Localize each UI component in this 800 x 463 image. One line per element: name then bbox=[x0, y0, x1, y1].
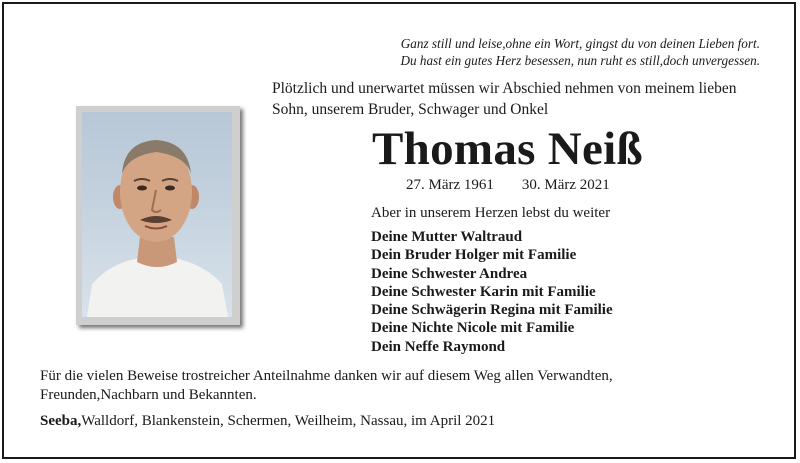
life-dates bbox=[406, 177, 610, 194]
intro-line-1: Plötzlich und unerwartet müssen wir Abschied nehmen von meinem lieben bbox=[272, 80, 737, 97]
intro-text bbox=[272, 78, 772, 120]
motto-verse bbox=[280, 35, 760, 69]
footer-locations: Walldorf, Blankenstein, Schermen, Weilheim, Nassau, im April 2021 bbox=[81, 413, 496, 429]
birth-date: 27. März 1961 bbox=[406, 177, 494, 193]
intro-line-2: Sohn, unserem Bruder, Schwager und Onkel bbox=[272, 101, 549, 118]
family-list bbox=[371, 228, 613, 356]
family-member: Deine Nichte Nicole mit Familie bbox=[371, 320, 575, 337]
death-date: 30. März 2021 bbox=[521, 177, 610, 193]
thanks-line-1: Für die vielen Beweise trostreicher Anteilnahme danken wir auf diesem Weg allen Verwandten, bbox=[40, 368, 613, 384]
deceased-name: Thomas Neiß bbox=[372, 123, 643, 175]
family-member: Dein Bruder Holger mit Familie bbox=[371, 247, 577, 264]
portrait-photo bbox=[82, 112, 232, 317]
family-member: Dein Neffe Raymond bbox=[371, 338, 506, 355]
family-member: Deine Schwägerin Regina mit Familie bbox=[371, 302, 613, 319]
family-member: Deine Schwester Andrea bbox=[371, 265, 528, 282]
family-member: Deine Mutter Waltraud bbox=[371, 229, 523, 245]
family-member: Deine Schwester Karin mit Familie bbox=[371, 283, 596, 300]
consolation-line: Aber in unserem Herzen lebst du weiter bbox=[371, 205, 611, 221]
portrait-frame bbox=[76, 106, 240, 325]
footer-place: Seeba, bbox=[40, 413, 82, 429]
motto-line-2: Du hast ein gutes Herz besessen, nun ruht es still,doch unvergessen. bbox=[400, 53, 760, 68]
thanks-line-2: Freunden,Nachbarn und Bekannten. bbox=[40, 386, 257, 403]
thanks-text bbox=[40, 367, 740, 404]
portrait-illustration bbox=[82, 112, 232, 317]
footer-signature bbox=[40, 413, 495, 430]
motto-line-1: Ganz still und leise,ohne ein Wort, gingst du von deinen Lieben fort. bbox=[400, 36, 760, 51]
